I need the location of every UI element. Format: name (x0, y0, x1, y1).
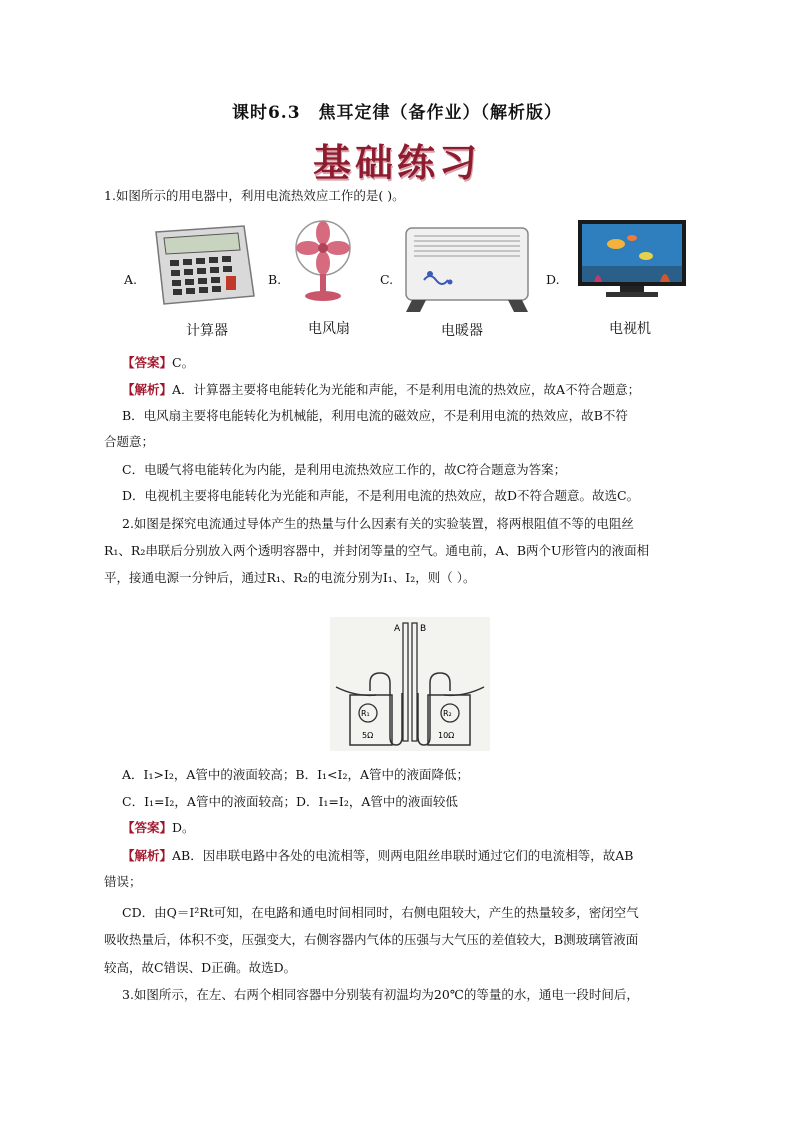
q1-option-b-caption: 电风扇 (308, 321, 350, 337)
fan-icon (290, 218, 356, 304)
q2-stem-line: R₁、R₂串联后分别放入两个透明容器中，并封闭等量的空气。通电前，A、B两个U形管内的液面相 (104, 543, 650, 558)
q1-option-b-letter: B. (268, 272, 282, 287)
q2-stem-line: 2.如图是探究电流通过导体产生的热量与什么因素有关的实验装置，将两根阻值不等的电阻丝 (122, 516, 634, 531)
q1-analysis-line: D．电视机主要将电能转化为光能和声能，不是利用电流的热效应，故D不符合题意。故选C。 (122, 488, 640, 503)
q1-stem: 1.如图所示的用电器中，利用电流热效应工作的是( )。 (104, 188, 405, 203)
answer-tag: 【答案】 (122, 820, 173, 835)
q2-options-line: C．I₁=I₂，A管中的液面较高；D．I₁=I₂，A管中的液面较低 (122, 794, 458, 809)
experiment-apparatus-figure (330, 617, 490, 751)
answer-tag: 【答案】 (122, 355, 173, 370)
analysis-text: AB．因串联电路中各处的电流相等，则两电阻丝串联时通过它们的电流相等，故AB (172, 848, 634, 863)
q2-analysis-line (122, 846, 718, 866)
analysis-tag: 【解析】 (122, 848, 173, 863)
q1-analysis-line (122, 380, 718, 400)
answer-text: D。 (172, 820, 195, 835)
q3-stem-line: 3.如图所示，在左、右两个相同容器中分别装有初温均为20℃的等量的水，通电一段时间后， (122, 987, 639, 1002)
tube-a-label: A (394, 624, 401, 634)
answer-text: C。 (172, 355, 195, 370)
q1-analysis-line: C．电暖气将电能转化为内能，是利用电流热效应工作的，故C符合题意为答案； (122, 462, 567, 477)
q1-option-d-caption: 电视机 (609, 321, 651, 337)
analysis-tag: 【解析】 (122, 382, 173, 397)
q2-answer (122, 818, 718, 838)
q1-option-d-letter: D. (546, 272, 560, 287)
r1-value: 5Ω (362, 731, 374, 740)
section-banner: 基础练习 (312, 141, 481, 185)
analysis-text: A．计算器主要将电能转化为光能和声能，不是利用电流的热效应，故A不符合题意； (172, 382, 641, 397)
q1-analysis-line: B．电风扇主要将电能转化为机械能，利用电流的磁效应，不是利用电流的热效应，故B不符 (122, 408, 628, 423)
q2-stem-line: 平，接通电源一分钟后，通过R₁、R₂的电流分别为I₁、I₂，则（ ）。 (104, 570, 476, 585)
q1-option-a-caption: 计算器 (186, 323, 228, 339)
q1-answer (122, 353, 718, 373)
tube-b-label: B (420, 624, 427, 634)
q1-analysis-line: 合题意； (104, 434, 155, 449)
q1-option-a-letter: A. (124, 272, 138, 287)
q2-options-line: A．I₁>I₂，A管中的液面较高；B．I₁<I₂，A管中的液面降低； (122, 767, 470, 782)
tv-icon (576, 218, 688, 302)
heater-icon (402, 222, 532, 314)
q2-analysis-line: CD．由Q＝I²Rt可知，在电路和通电时间相同时，右侧电阻较大，产生的热量较多，密闭空气 (122, 905, 639, 920)
q2-analysis-line: 错误； (104, 874, 142, 889)
page-title: 课时6.3 焦耳定律（备作业）（解析版） (231, 103, 563, 123)
q2-analysis-line: 吸收热量后，体积不变，压强变大，右侧容器内气体的压强与大气压的差值较大，B测玻璃管液面 (104, 932, 639, 947)
q1-option-c-caption: 电暖器 (441, 323, 483, 339)
q1-option-c-letter: C. (380, 272, 394, 287)
calculator-icon (148, 222, 258, 308)
r1-label: R₁ (361, 709, 370, 718)
r2-label: R₂ (443, 709, 452, 718)
r2-value: 10Ω (438, 731, 455, 740)
q2-analysis-line: 较高，故C错误、D正确。故选D。 (104, 960, 297, 975)
